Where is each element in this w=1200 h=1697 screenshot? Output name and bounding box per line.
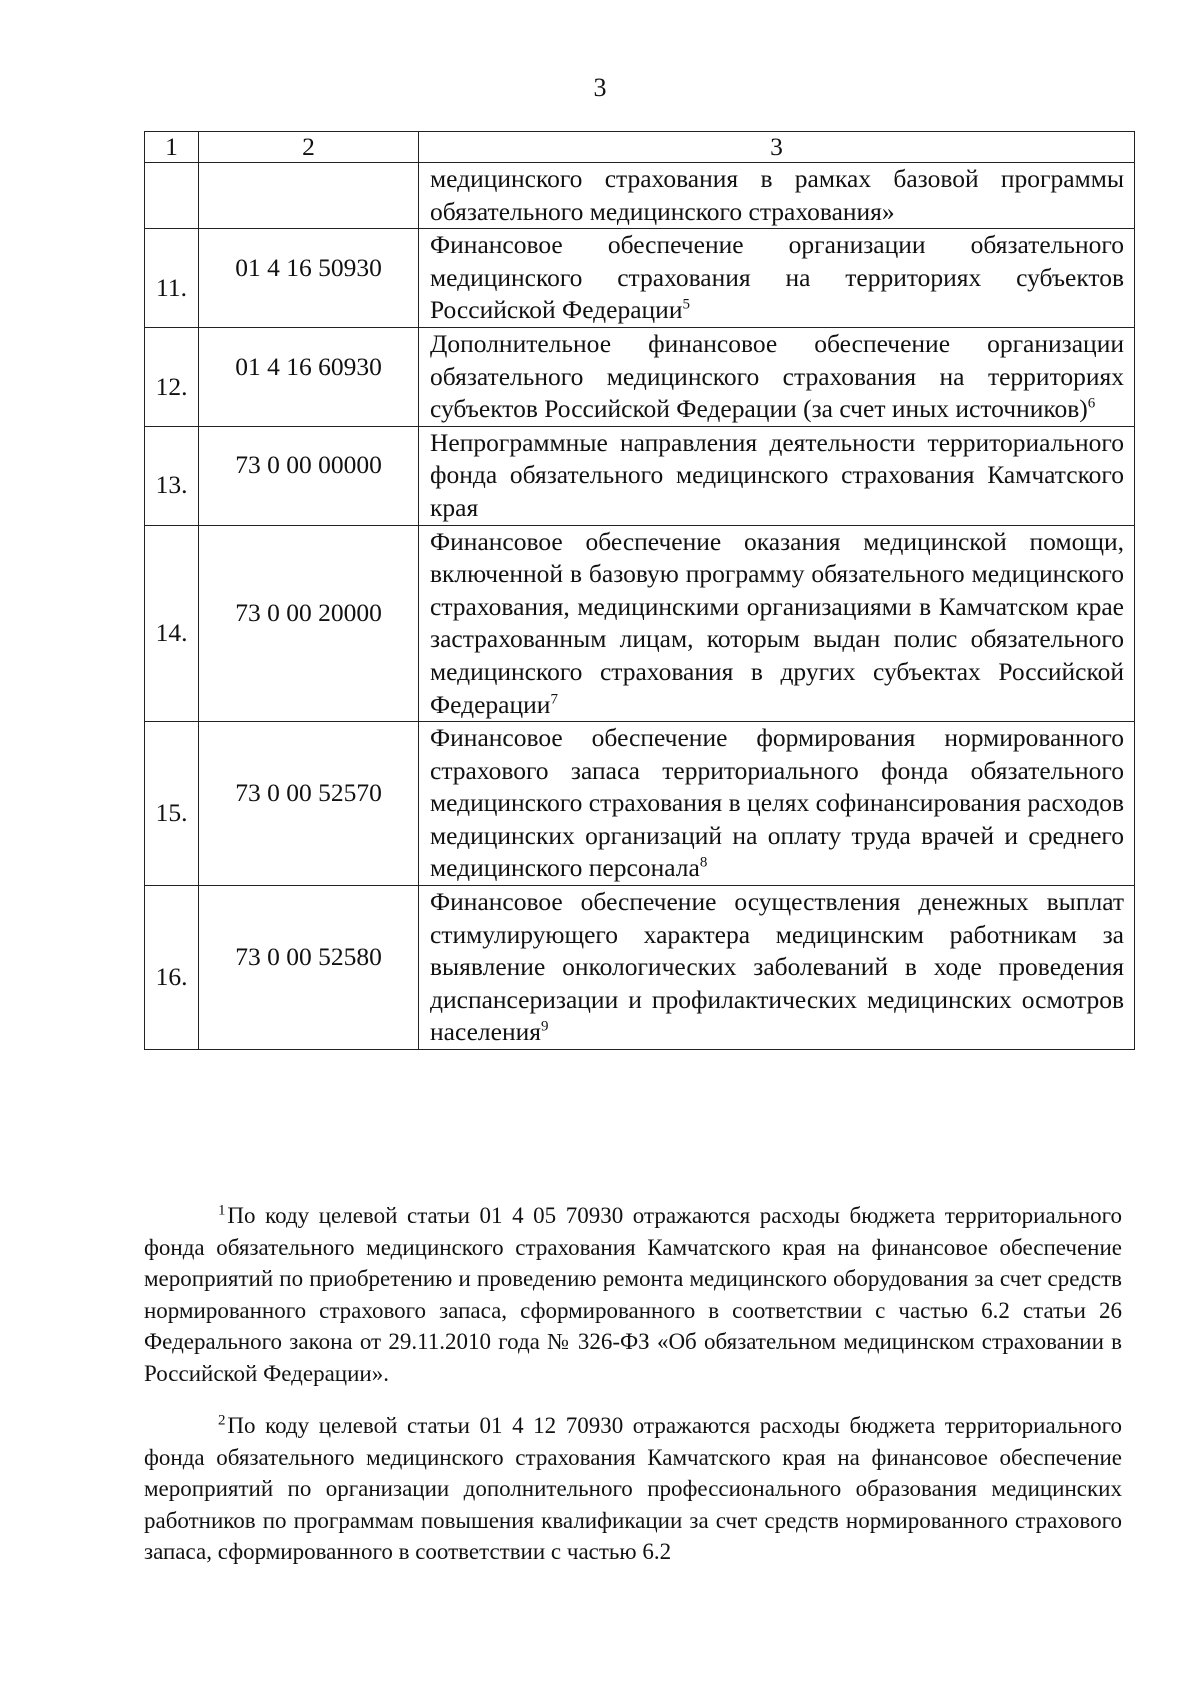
target-article-code: 01 4 16 50930 xyxy=(199,229,419,328)
footnote-reference: 8 xyxy=(699,854,708,871)
row-number: 11. xyxy=(145,229,199,328)
row-number xyxy=(145,163,199,229)
footnote-reference: 9 xyxy=(540,1018,549,1035)
row-number: 12. xyxy=(145,327,199,426)
target-article-code: 73 0 00 52580 xyxy=(199,886,419,1050)
row-description: Финансовое обеспечение организации обязательного медицинского страхования на территориях субъектов Российской Федерации$^5$ xyxy=(419,229,1135,328)
footnote-reference: 5 xyxy=(682,296,690,313)
target-article-code: 73 0 00 20000 xyxy=(199,525,419,722)
table-row xyxy=(145,426,1135,525)
target-article-code: 73 0 00 52570 xyxy=(199,722,419,886)
table-row xyxy=(145,525,1135,722)
row-description: Финансовое обеспечение формирования нормированного страхового запаса территориального фонда обязательного медицинского страхования в целях софинансирования расходов медицинских организаций на оплату труда врачей и среднего медицинского персонала$^8$ xyxy=(419,722,1135,886)
column-header-2: 2 xyxy=(199,132,419,163)
table-row xyxy=(145,327,1135,426)
column-header-1: 1 xyxy=(145,132,199,163)
table-row xyxy=(145,722,1135,886)
row-description: Финансовое обеспечение осуществления денежных выплат стимулирующего характера медицинским работникам за выявление онкологических заболеваний в ходе проведения диспансеризации и профилактических медицинских осмотров населения$^9$ xyxy=(419,886,1135,1050)
footnote-mark: 1 xyxy=(218,1202,226,1219)
footnote-2 xyxy=(144,1410,1122,1568)
footnote-reference: 6 xyxy=(1087,395,1096,412)
page-number: 3 xyxy=(593,73,607,102)
footnote-1 xyxy=(144,1200,1122,1389)
target-article-code: 73 0 00 00000 xyxy=(199,426,419,525)
footnote-mark: 2 xyxy=(218,1412,226,1429)
row-description: Непрограммные направления деятельности территориального фонда обязательного медицинского страхования Камчатского края xyxy=(419,426,1135,525)
table-row xyxy=(145,886,1135,1050)
footnote-reference: 7 xyxy=(550,691,558,707)
row-description: Дополнительное финансовое обеспечение организации обязательного медицинского страхования на территориях субъектов Российской Федерации (за счет иных источников)$^6$ xyxy=(419,327,1135,426)
row-number: 16. xyxy=(145,886,199,1050)
row-description: медицинского страхования в рамках базовой программы обязательного медицинского страхования» xyxy=(419,163,1135,229)
row-number: 14. xyxy=(145,525,199,722)
footnote-text: По коду целевой статьи 01 4 12 70930 отражаются расходы бюджета территориального фонда обязательного медицинского страхования Камчатского края на финансовое обеспечение мероприятий по организации дополнительного профессионального образования медицинских работников по программам повышения квалификации за счет средств нормированного страхового запаса, сформированного в соответствии с частью 6.2 xyxy=(144,1413,1122,1564)
column-header-3: 3 xyxy=(419,132,1135,163)
target-article-code xyxy=(199,163,419,229)
classification-table xyxy=(144,131,1135,1050)
target-article-code: 01 4 16 60930 xyxy=(199,327,419,426)
table-row xyxy=(145,163,1135,229)
row-number: 13. xyxy=(145,426,199,525)
footnote-text: По коду целевой статьи 01 4 05 70930 отражаются расходы бюджета территориального фонда обязательного медицинского страхования Камчатского края на финансовое обеспечение мероприятий по приобретению и проведению ремонта медицинского оборудования за счет средств нормированного страхового запаса, сформированного в соответствии с частью 6.2 статьи 26 Федерального закона от 29.11.2010 года № 326-ФЗ «Об обязательном медицинском страховании в Российской Федерации». xyxy=(144,1203,1122,1386)
table-header-row xyxy=(145,132,1135,163)
row-number: 15. xyxy=(145,722,199,886)
footnotes-section xyxy=(144,1200,1122,1589)
table-row xyxy=(145,229,1135,328)
row-description: Финансовое обеспечение оказания медицинской помощи, включенной в базовую программу обязательного медицинского страхования, медицинскими организациями в Камчатском крае застрахованным лицам, которым выдан полис обязательного медицинского страхования в других субъектах Российской Федерации$^7$ xyxy=(419,525,1135,722)
